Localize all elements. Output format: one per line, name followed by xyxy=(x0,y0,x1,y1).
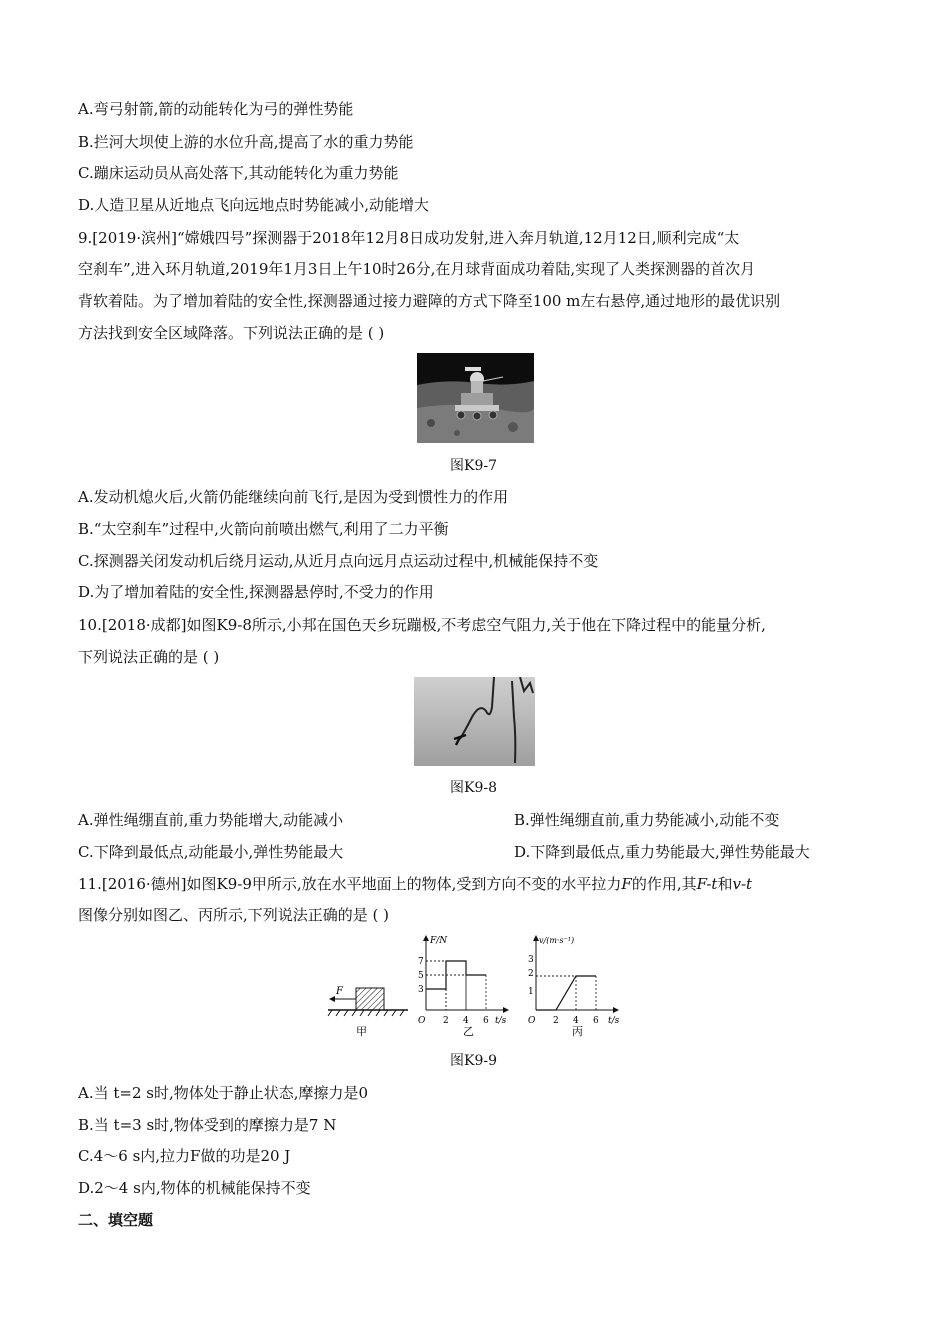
f-tick-7: 7 xyxy=(418,957,424,967)
q11-var-f: F xyxy=(621,875,632,893)
v-t-tick-2: 2 xyxy=(553,1016,559,1026)
f-axis-label: F/N xyxy=(430,936,448,946)
q11-stem-mid: 的作用,其 xyxy=(631,875,697,893)
q11-var-ft: F-t xyxy=(696,875,718,893)
figure-k9-8-caption: 图K9-8 xyxy=(450,780,498,796)
f-t-plot xyxy=(426,961,486,1010)
figure-k9-7-caption: 图K9-7 xyxy=(450,458,498,474)
f-t-graph xyxy=(418,936,508,1038)
figure-k9-9-svg xyxy=(320,932,630,1044)
q11-option-d: D.2～4 s内,物体的机械能保持不变 xyxy=(78,1179,311,1197)
label-bing: 丙 xyxy=(572,1025,583,1038)
q10-option-b: B.弹性绳绷直前,重力势能减小,动能不变 xyxy=(514,811,780,829)
q8-option-c: C.蹦床运动员从高处落下,其动能转化为重力势能 xyxy=(78,164,399,182)
q11-stem-line-2: 图像分别如图乙、丙所示,下列说法正确的是 ( ) xyxy=(78,906,390,924)
q10-option-d: D.下降到最低点,重力势能最大,弹性势能最大 xyxy=(514,843,810,861)
f-tick-5: 5 xyxy=(418,971,424,981)
v-t-series-line xyxy=(536,976,596,1010)
q11-stem-and: 和 xyxy=(717,875,733,893)
figure-k9-9 xyxy=(320,932,630,1044)
f-t-ticks xyxy=(418,957,489,1026)
q10-option-a: A.弹性绳绷直前,重力势能增大,动能减小 xyxy=(78,811,344,829)
force-arrow-label: F xyxy=(336,986,343,997)
v-t-ticks xyxy=(528,955,599,1026)
v-t-tick-4: 4 xyxy=(573,1016,579,1026)
v-t-tick-6: 6 xyxy=(593,1016,599,1026)
q9-option-b: B.“太空刹车”过程中,火箭向前喷出燃气,利用了二力平衡 xyxy=(78,520,449,538)
q11-option-c: C.4～6 s内,拉力F做的功是20 J xyxy=(78,1147,291,1165)
v-t-plot xyxy=(536,976,596,1010)
q11-stem-prefix: 11.[2016·德州]如图K9-9甲所示,放在水平地面上的物体,受到方向不变的水平拉力 xyxy=(78,875,622,893)
q9-stem-line-1: 9.[2019·滨州]“嫦娥四号”探测器于2018年12月8日成功发射,进入奔月轨道,12月12日,顺利完成“太 xyxy=(78,229,740,247)
q8-option-b: B.拦河大坝使上游的水位升高,提高了水的重力势能 xyxy=(78,133,414,151)
label-yi: 乙 xyxy=(463,1025,474,1038)
q9-stem-line-3: 背软着陆。为了增加着陆的安全性,探测器通过接力避障的方式下降至100 m左右悬停,通过地形的最优识别 xyxy=(78,292,781,310)
v-tick-3: 3 xyxy=(528,955,534,965)
v-origin-label: O xyxy=(528,1016,536,1026)
f-t-tick-6: 6 xyxy=(483,1016,489,1026)
q11-var-vt: v-t xyxy=(732,875,753,893)
f-tick-3: 3 xyxy=(418,985,424,995)
bungee-illustration xyxy=(414,677,535,766)
q8-option-d: D.人造卫星从近地点飞向远地点时势能减小,动能增大 xyxy=(78,196,430,214)
v-axis-label: v/(m·s⁻¹) xyxy=(539,936,575,945)
bungee-photo xyxy=(414,677,535,766)
label-jia: 甲 xyxy=(356,1025,367,1038)
q9-option-d: D.为了增加着陆的安全性,探测器悬停时,不受力的作用 xyxy=(78,583,434,601)
q9-stem-line-4: 方法找到安全区域降落。下列说法正确的是 ( ) xyxy=(78,324,385,342)
f-t-axis-label: t/s xyxy=(495,1016,507,1026)
lunar-rover-photo xyxy=(417,353,534,443)
v-tick-2: 2 xyxy=(528,969,534,979)
v-t-graph xyxy=(528,936,620,1038)
q8-option-a: A.弯弓射箭,箭的动能转化为弓的弹性势能 xyxy=(78,100,354,118)
lunar-rover-illustration xyxy=(417,353,534,443)
q10-stem-line-1: 10.[2018·成都]如图K9-8所示,小邦在国色天乡玩蹦极,不考虑空气阻力,关于他在下降过程中的能量分析, xyxy=(78,616,766,634)
q11-option-b: B.当 t=3 s时,物体受到的摩擦力是7 N xyxy=(78,1116,337,1134)
v-t-axis-label: t/s xyxy=(608,1016,620,1026)
q10-option-c: C.下降到最低点,动能最小,弹性势能最大 xyxy=(78,843,344,861)
q9-option-a: A.发动机熄火后,火箭仍能继续向前飞行,是因为受到惯性力的作用 xyxy=(78,488,509,506)
section-title-fill-in: 二、填空题 xyxy=(78,1211,154,1229)
f-t-tick-4: 4 xyxy=(463,1016,469,1026)
figure-k9-9-caption: 图K9-9 xyxy=(450,1053,498,1069)
q11-stem-line-1 xyxy=(78,874,752,894)
v-tick-1: 1 xyxy=(528,987,534,997)
q11-option-a: A.当 t=2 s时,物体处于静止状态,摩擦力是0 xyxy=(78,1084,369,1102)
q10-stem-line-2: 下列说法正确的是 ( ) xyxy=(78,648,220,666)
f-origin-label: O xyxy=(418,1016,426,1026)
q9-stem-line-2: 空刹车”,进入环月轨道,2019年1月3日上午10时26分,在月球背面成功着陆,实现了人类探测器的首次月 xyxy=(78,260,756,278)
f-t-tick-2: 2 xyxy=(443,1016,449,1026)
block-diagram xyxy=(328,986,408,1038)
q9-option-c: C.探测器关闭发动机后绕月运动,从近月点向远月点运动过程中,机械能保持不变 xyxy=(78,552,599,570)
